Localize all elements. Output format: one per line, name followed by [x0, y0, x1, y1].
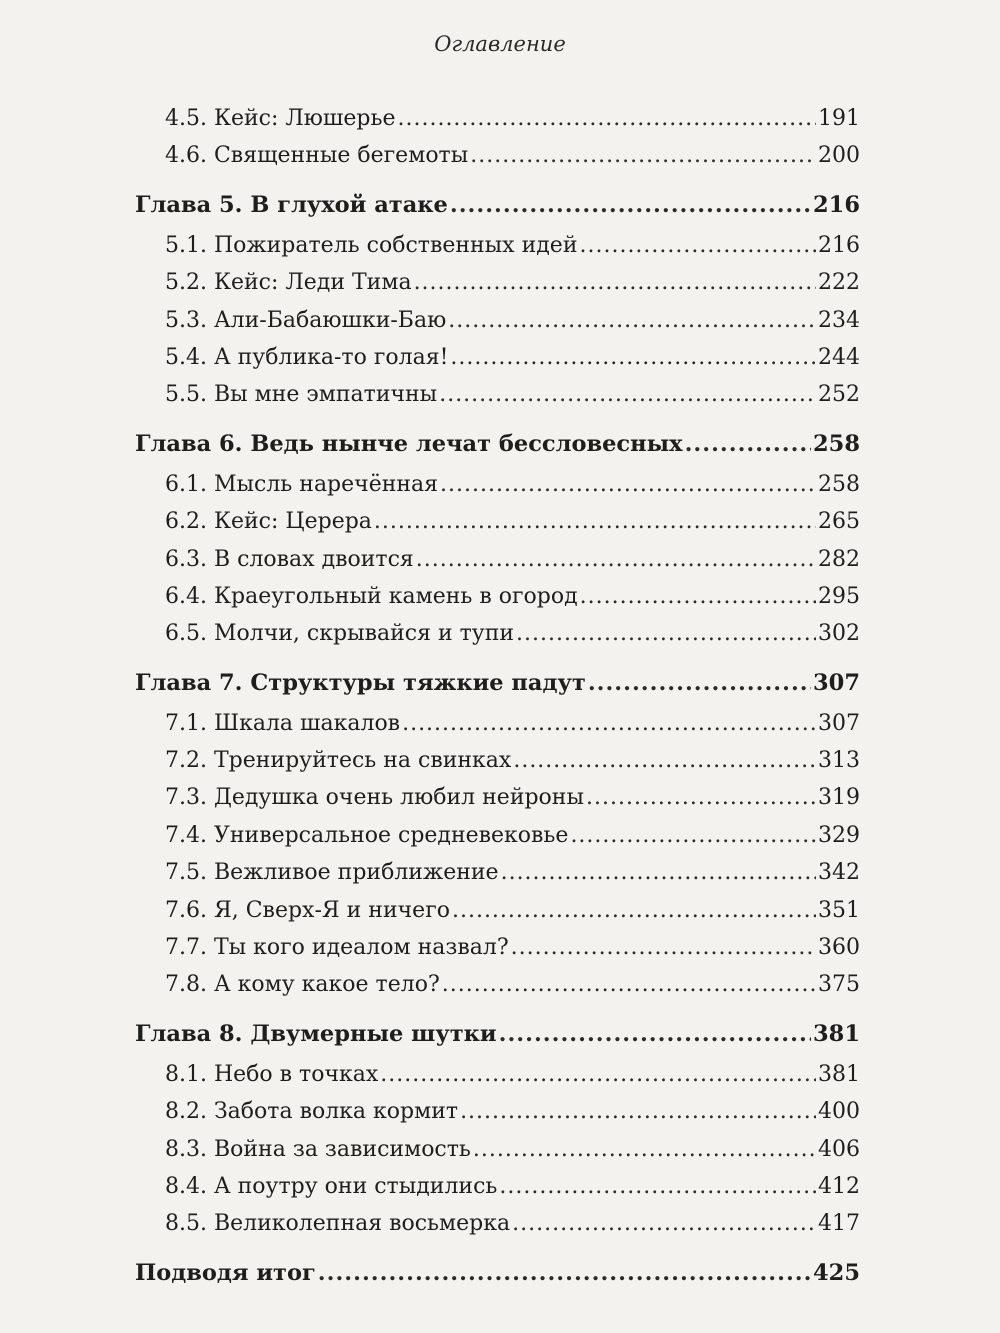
dot-leader	[579, 227, 816, 264]
toc-page-number: 302	[818, 621, 860, 647]
toc-chapter-row	[135, 1251, 860, 1295]
toc-page-number: 295	[818, 583, 860, 609]
dot-leader	[499, 1168, 816, 1205]
toc-chapter-row	[135, 183, 860, 227]
toc-page-number: 381	[813, 1020, 860, 1047]
toc-page-number: 216	[813, 191, 860, 218]
dot-leader	[452, 892, 816, 929]
toc-entry-title: Глава 6. Ведь нынче лечат бессловесных	[135, 430, 683, 457]
dot-leader	[414, 264, 816, 301]
toc-section-row	[135, 892, 860, 929]
toc-page-number: 191	[818, 106, 860, 131]
dot-leader	[450, 183, 811, 227]
toc-page-number: 425	[813, 1259, 860, 1286]
toc-section-row	[135, 503, 860, 540]
toc-page-number: 244	[818, 344, 860, 370]
toc-entry-title: 5.5. Вы мне эмпатичны	[165, 382, 438, 408]
toc-chapter-row	[135, 1012, 860, 1056]
dot-leader	[470, 137, 816, 174]
dot-leader	[448, 302, 816, 339]
dot-leader	[586, 779, 816, 816]
toc-page-number: 329	[818, 822, 860, 848]
toc-page-number: 307	[813, 669, 860, 696]
toc-page-number: 412	[818, 1173, 860, 1199]
toc-entry-title: 8.2. Забота волка кормит	[165, 1099, 459, 1125]
toc-section-row	[135, 578, 860, 615]
toc-entry-title: 6.3. В словах двоится	[165, 546, 414, 572]
toc-page-number: 360	[818, 935, 860, 961]
dot-leader	[473, 1131, 816, 1168]
toc-section-row	[135, 227, 860, 264]
dot-leader	[460, 1093, 816, 1130]
toc-section-row	[135, 1056, 860, 1093]
toc-page-number: 234	[818, 307, 860, 333]
toc-page-number: 200	[818, 143, 860, 169]
toc-section-row	[135, 854, 860, 891]
toc-entry-title: 7.7. Ты кого идеалом назвал?	[165, 935, 509, 961]
toc-page-number: 375	[818, 972, 860, 998]
toc-section-row	[135, 779, 860, 816]
toc-page-number: 417	[818, 1211, 860, 1237]
dot-leader	[402, 705, 816, 742]
toc-section-row	[135, 1093, 860, 1130]
toc-chapter-row	[135, 422, 860, 466]
toc-entry-title: 7.3. Дедушка очень любил нейроны	[165, 785, 584, 811]
toc-section-row	[135, 817, 860, 854]
dot-leader	[374, 503, 816, 540]
toc-page-number: 319	[818, 785, 860, 811]
dot-leader	[416, 541, 816, 578]
dot-leader	[318, 1251, 811, 1295]
toc-section-row	[135, 929, 860, 966]
toc-entry-title: 6.5. Молчи, скрывайся и тупи	[165, 621, 515, 647]
dot-leader	[397, 100, 816, 137]
toc-page-number: 400	[818, 1099, 860, 1125]
toc-page-number: 381	[818, 1061, 860, 1087]
toc-entry-title: 6.2. Кейс: Церера	[165, 509, 372, 535]
toc-entry-title: 5.3. Али-Бабаюшки-Баю	[165, 307, 447, 333]
running-head: Оглавление	[434, 32, 566, 56]
toc-page-number: 265	[818, 509, 860, 535]
toc-section-row	[135, 1205, 860, 1242]
toc-entry-title: 5.2. Кейс: Леди Тима	[165, 270, 412, 296]
toc-page-number: 313	[818, 748, 860, 774]
toc-section-row	[135, 339, 860, 376]
toc-section-row	[135, 264, 860, 301]
toc-entry-title: 8.1. Небо в точках	[165, 1061, 379, 1087]
toc-entry-title: 6.4. Краеугольный камень в огород	[165, 583, 578, 609]
dot-leader	[570, 817, 816, 854]
toc-section-row	[135, 742, 860, 779]
toc-page-number: 307	[818, 710, 860, 736]
dot-leader	[439, 376, 816, 413]
dot-leader	[450, 339, 816, 376]
toc-entry-title: 8.4. А поутру они стыдились	[165, 1173, 498, 1199]
toc-page-number: 342	[818, 860, 860, 886]
toc-entry-title: Глава 8. Двумерные шутки	[135, 1020, 497, 1047]
toc-entry-title: 8.5. Великолепная восьмерка	[165, 1211, 511, 1237]
dot-leader	[501, 854, 816, 891]
dot-leader	[588, 661, 811, 705]
toc-section-row	[135, 100, 860, 137]
toc-section-row	[135, 1131, 860, 1168]
toc-section-row	[135, 705, 860, 742]
toc-section-row	[135, 966, 860, 1003]
dot-leader	[442, 966, 816, 1003]
toc-page-number: 258	[818, 471, 860, 497]
toc-section-row	[135, 302, 860, 339]
toc-section-row	[135, 466, 860, 503]
toc-section-row	[135, 376, 860, 413]
toc-entry-title: Глава 5. В глухой атаке	[135, 191, 448, 218]
dot-leader	[440, 466, 816, 503]
toc-page-number: 406	[818, 1136, 860, 1162]
toc-chapter-row	[135, 661, 860, 705]
toc-entry-title: 4.6. Священные бегемоты	[165, 143, 469, 169]
dot-leader	[513, 742, 816, 779]
toc-page-number: 282	[818, 546, 860, 572]
toc-entry-title: Подводя итог	[135, 1259, 316, 1286]
dot-leader	[511, 929, 816, 966]
dot-leader	[580, 578, 816, 615]
toc-entry-title: 7.2. Тренируйтесь на свинках	[165, 748, 512, 774]
toc-entry-title: 7.4. Универсальное средневековье	[165, 822, 569, 848]
toc-section-row	[135, 541, 860, 578]
toc-page-number: 222	[818, 270, 860, 296]
dot-leader	[685, 422, 811, 466]
toc-entry-title: 8.3. Война за зависимость	[165, 1136, 471, 1162]
toc-entry-title: 5.4. А публика-то голая!	[165, 344, 449, 370]
toc-page-number: 252	[818, 382, 860, 408]
toc-page-number: 216	[818, 232, 860, 258]
toc-section-row	[135, 1168, 860, 1205]
dot-leader	[516, 615, 816, 652]
toc-section-row	[135, 615, 860, 652]
toc-entry-title: 7.6. Я, Сверх-Я и ничего	[165, 897, 450, 923]
toc-page-number: 258	[813, 430, 860, 457]
toc-entry-title: 7.5. Вежливое приближение	[165, 860, 499, 886]
dot-leader	[380, 1056, 816, 1093]
toc-page-number: 351	[818, 897, 860, 923]
toc-entry-title: 7.1. Шкала шакалов	[165, 710, 401, 736]
toc-entry-title: 5.1. Пожиратель собственных идей	[165, 232, 578, 258]
toc-section-row	[135, 137, 860, 174]
dot-leader	[512, 1205, 816, 1242]
table-of-contents	[135, 100, 860, 1295]
toc-entry-title: Глава 7. Структуры тяжкие падут	[135, 669, 586, 696]
toc-entry-title: 7.8. А кому какое тело?	[165, 972, 440, 998]
toc-entry-title: 6.1. Мысль наречённая	[165, 471, 439, 497]
dot-leader	[499, 1012, 811, 1056]
toc-entry-title: 4.5. Кейс: Люшерье	[165, 106, 396, 131]
